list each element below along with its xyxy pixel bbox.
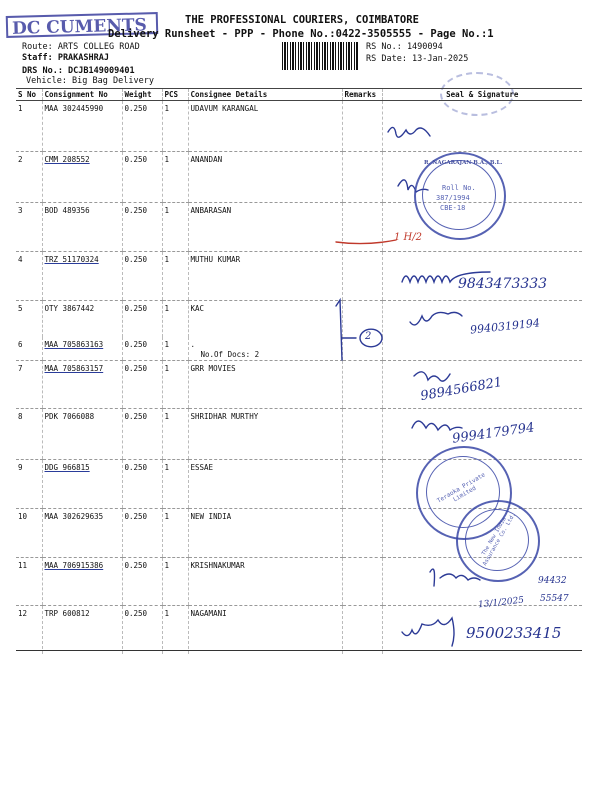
row-consignment: OTY 3867442 [42, 301, 122, 337]
signature-row1 [388, 127, 430, 137]
rs-date: RS Date: 13-Jan-2025 [366, 54, 469, 64]
row-consignee: NEW INDIA [188, 509, 342, 558]
row3-note: 1 H/2 [394, 232, 422, 243]
advocate-seal [414, 152, 506, 240]
row-weight: 0.250 [122, 252, 162, 301]
row-sno: 4 [16, 252, 42, 301]
row-sno: 2 [16, 152, 42, 203]
row-pcs: 1 [162, 203, 188, 252]
col-sno: S No [16, 89, 42, 101]
row-consignment: MAA 705863157 [42, 361, 122, 409]
teraoka-seal-text: Teraoka Private Limited [436, 471, 487, 505]
row-pcs: 1 [162, 460, 188, 509]
row-sno: 8 [16, 409, 42, 460]
row-sno: 10 [16, 509, 42, 558]
advocate-roll-number: 387/1994 [436, 194, 470, 202]
row-weight: 0.250 [122, 361, 162, 409]
row-pcs: 1 [162, 361, 188, 409]
row-pcs: 1 [162, 558, 188, 606]
row-sno: 1 [16, 101, 42, 152]
row-consignee: KRISHNAKUMAR [188, 558, 342, 606]
row-sno: 3 [16, 203, 42, 252]
row-sno: 9 [16, 460, 42, 509]
row-consignment: TRZ 51170324 [42, 252, 122, 301]
advocate-name: R. NAGARAJAN B.A., B.L. [424, 160, 503, 166]
staff-label: Staff: PRAKASHRAJ [22, 53, 109, 63]
remarks-circle-number: 2 [365, 331, 372, 342]
col-consignee: Consignee Details [188, 89, 342, 101]
row6-phone: 9940319194 [469, 316, 541, 337]
row-consignment: MAA 705863163 [42, 337, 122, 361]
row8-phone: 9994179794 [451, 420, 536, 447]
row-weight: 0.250 [122, 203, 162, 252]
row4-phone: 9843473333 [458, 276, 548, 292]
advocate-place: CBE-18 [440, 204, 466, 212]
row3-underline [336, 240, 396, 244]
rs-number: RS No.: 1490094 [366, 42, 443, 52]
row-weight: 0.250 [122, 337, 162, 361]
row-consignee: GRR MOVIES [188, 361, 342, 409]
row-sno: 7 [16, 361, 42, 409]
row-pcs: 1 [162, 606, 188, 654]
row-pcs: 1 [162, 252, 188, 301]
col-remarks: Remarks [342, 89, 382, 101]
row-weight: 0.250 [122, 101, 162, 152]
row11-phone-a: 94432 [538, 576, 567, 586]
row-sno: 11 [16, 558, 42, 606]
signature-row7 [414, 372, 450, 381]
col-pcs: PCS [162, 89, 188, 101]
new-india-seal [456, 500, 540, 582]
drs-number: DRS No.: DCJB149009401 [22, 66, 135, 76]
row-pcs: 1 [162, 409, 188, 460]
row-weight: 0.250 [122, 558, 162, 606]
no-of-docs: No.Of Docs: 2 [200, 349, 260, 359]
row-consignment: TRP 600812 [42, 606, 122, 654]
row-pcs: 1 [162, 337, 188, 361]
row-consignment: PDK 7066088 [42, 409, 122, 460]
dc-documents-stamp: DC CUMENTS [6, 12, 159, 38]
col-consignment: Consignment No [42, 89, 122, 101]
row-sno: 5 [18, 304, 23, 313]
row-consignment: CMM 208552 [42, 152, 122, 203]
row-pcs: 1 [162, 152, 188, 203]
row-sno: 6 [16, 337, 42, 361]
row-consignment: MAA 706915386 [42, 558, 122, 606]
row7-phone: 9894566821 [419, 374, 504, 405]
row-consignment: BOD 489356 [42, 203, 122, 252]
row-consignee: NAGAMANI [188, 606, 342, 654]
row11-phone-b: 55547 [540, 594, 569, 604]
row-consignee: ANBARASAN [188, 203, 342, 252]
remarks-bracket [336, 300, 356, 360]
row-weight: 0.250 [122, 606, 162, 654]
row12-phone: 9500233415 [466, 624, 562, 642]
signature-row12 [402, 618, 454, 646]
row-consignee: ANANDAN [188, 152, 342, 203]
route-label: Route: ARTS COLLEG ROAD [22, 42, 140, 52]
row-weight: 0.250 [122, 460, 162, 509]
row11-date: 13/1/2025 [477, 595, 525, 611]
row-consignment: MAA 302445990 [42, 101, 122, 152]
new-india-seal-text: The New India Assurance Co. Ltd. [481, 512, 518, 567]
runsheet-title: Delivery Runsheet - PPP - Phone No.:0422-3505555 - Page No.:1 [108, 28, 494, 40]
row-weight: 0.250 [122, 152, 162, 203]
signature-row5 [410, 312, 462, 325]
row-weight: 0.250 [122, 509, 162, 558]
row-pcs: 1 [162, 509, 188, 558]
company-title: THE PROFESSIONAL COURIERS, COIMBATORE [185, 14, 419, 26]
consignee-name: . [190, 339, 196, 349]
row-consignment: MAA 302629635 [42, 509, 122, 558]
row-sno: 12 [18, 609, 28, 618]
row-pcs: 1 [162, 301, 188, 337]
row-consignee: SHRIDHAR MURTHY [188, 409, 342, 460]
row-consignee: MUTHU KUMAR [188, 252, 342, 301]
col-weight: Weight [122, 89, 162, 101]
row-consignee: KAC [188, 301, 342, 337]
col-seal-signature: Seal & Signature [382, 89, 582, 101]
signature-row8 [412, 421, 462, 430]
row-weight: 0.250 [122, 301, 162, 337]
row-consignee: ESSAE [188, 460, 342, 509]
row-consignee: UDAVUM KARANGAL [188, 101, 342, 152]
row-pcs: 1 [162, 101, 188, 152]
advocate-roll-label: Roll No. [442, 184, 476, 192]
row-consignment: DDG 966815 [42, 460, 122, 509]
row-weight: 0.250 [122, 409, 162, 460]
vehicle-label: Vehicle: Big Bag Delivery [26, 76, 154, 86]
